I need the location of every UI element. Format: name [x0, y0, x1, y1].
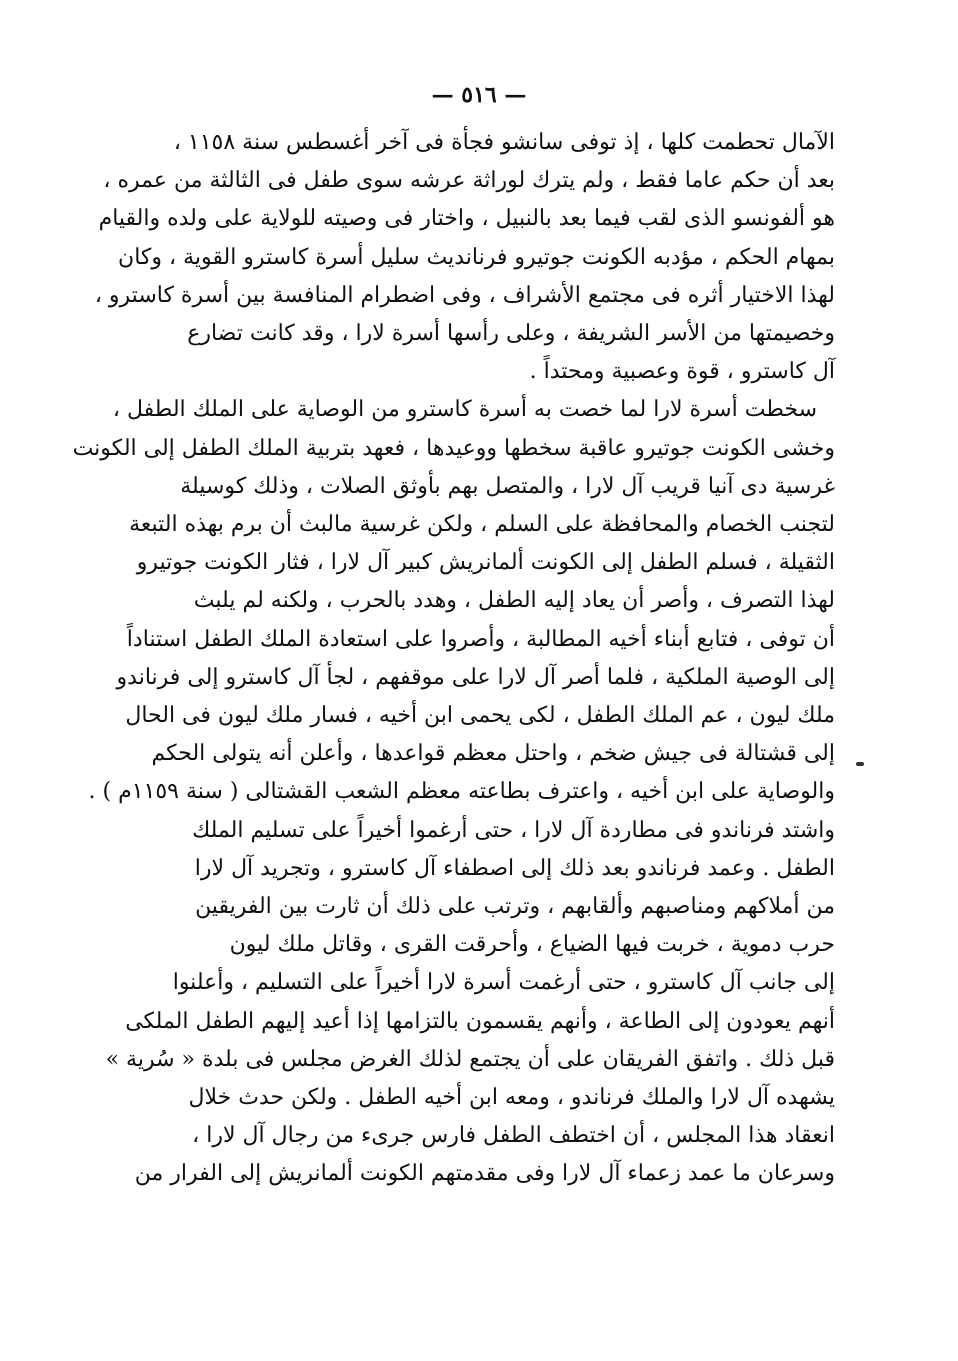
text-line: إلى قشتالة فى جيش ضخم ، واحتل معظم قواعدها ، وأعلن أنه يتولى الحكم: [151, 741, 835, 767]
text-line: وخصيمتها من الأسر الشريفة ، وعلى رأسها أسرة لارا ، وقد كانت تضارع: [187, 321, 835, 347]
text-line: الثقيلة ، فسلم الطفل إلى الكونت ألمانريش كبير آل لارا ، فثار الكونت جوتيرو: [136, 550, 835, 576]
text-line: غرسية دى آنيا قريب آل لارا ، والمتصل بهم بأوثق الصلات ، وذلك كوسيلة: [180, 473, 835, 499]
text-line: أنهم يعودون إلى الطاعة ، وأنهم يقسمون بالتزامها إذا أعيد إليهم الطفل الملكى: [125, 1008, 835, 1034]
text-line: والوصاية على ابن أخيه ، واعترف بطاعته معظم الشعب القشتالى ( سنة ١١٥٩م ) .: [88, 779, 835, 805]
body-text: [72, 124, 835, 1194]
text-line: قبل ذلك . واتفق الفريقان على أن يجتمع لذلك الغرض مجلس فى بلدة « سُرية »: [105, 1046, 835, 1072]
text-line: انعقاد هذا المجلس ، أن اختطف الطفل فارس جرىء من رجال آل لارا ،: [192, 1123, 835, 1149]
margin-mark: [856, 762, 864, 766]
text-line: إلى الوصية الملكية ، فلما أصر آل لارا على موقفهم ، لجأ آل كاسترو إلى فرناندو: [116, 664, 835, 690]
text-line: ملك ليون ، عم الملك الطفل ، لكى يحمى ابن أخيه ، فسار ملك ليون فى الحال: [125, 703, 835, 729]
text-line: أن توفى ، فتابع أبناء أخيه المطالبة ، وأصروا على استعادة الملك الطفل استناداً: [126, 626, 835, 652]
text-line: وسرعان ما عمد زعماء آل لارا وفى مقدمتهم الكونت ألمانريش إلى الفرار من: [134, 1161, 835, 1187]
text-line: لهذا الاختيار أثره فى مجتمع الأشراف ، وفى اضطرام المنافسة بين أسرة كاسترو ،: [94, 282, 835, 308]
text-line: واشتد فرناندو فى مطاردة آل لارا ، حتى أرغموا أخيراً على تسليم الملك: [192, 817, 835, 843]
text-line: لهذا التصرف ، وأصر أن يعاد إليه الطفل ، وهدد بالحرب ، ولكنه لم يلبث: [193, 588, 835, 614]
paragraph: [94, 124, 835, 391]
text-line: يشهده آل لارا والملك فرناندو ، ومعه ابن أخيه الطفل . ولكن حدث خلال: [188, 1085, 835, 1111]
text-line: وخشى الكونت جوتيرو عاقبة سخطها ووعيدها ، فعهد بتربية الملك الطفل إلى الكونت: [72, 435, 835, 461]
text-line: لتجنب الخصام والمحافظة على السلم ، ولكن غرسية مالبث أن برم بهذه التبعة: [129, 512, 835, 538]
page-number: — ٥١٦ —: [431, 82, 527, 108]
text-line: الآمال تحطمت كلها ، إذ توفى سانشو فجأة فى آخر أغسطس سنة ١١٥٨ ،: [173, 130, 835, 155]
text-line: حرب دموية ، خربت فيها الضياع ، وأحرقت القرى ، وقاتل ملك ليون: [229, 932, 835, 958]
text-line: الطفل . وعمد فرناندو بعد ذلك إلى اصطفاء آل كاسترو ، وتجريد آل لارا: [194, 855, 835, 881]
text-line: من أملاكهم ومناصبهم وألقابهم ، وترتب على ذلك أن ثارت بين الفريقين: [195, 894, 835, 920]
text-line: بمهام الحكم ، مؤدبه الكونت جوتيرو فرنانديث سليل أسرة كاسترو القوية ، وكان: [118, 244, 835, 270]
paragraph: [72, 391, 835, 1193]
text-line: سخطت أسرة لارا لما خصت به أسرة كاسترو من الوصاية على الملك الطفل ،: [112, 397, 817, 423]
text-line: بعد أن حكم عاما فقط ، ولم يترك لوراثة عرشه سوى طفل فى الثالثة من عمره ،: [103, 168, 835, 194]
text-line: هو ألفونسو الذى لقب فيما بعد بالنبيل ، واختار فى وصيته للولاية على ولده والقيام: [98, 206, 835, 232]
text-line: آل كاسترو ، قوة وعصبية ومحتداً .: [529, 359, 835, 385]
text-line: إلى جانب آل كاسترو ، حتى أرغمت أسرة لارا أخيراً على التسليم ، وأعلنوا: [172, 970, 835, 996]
